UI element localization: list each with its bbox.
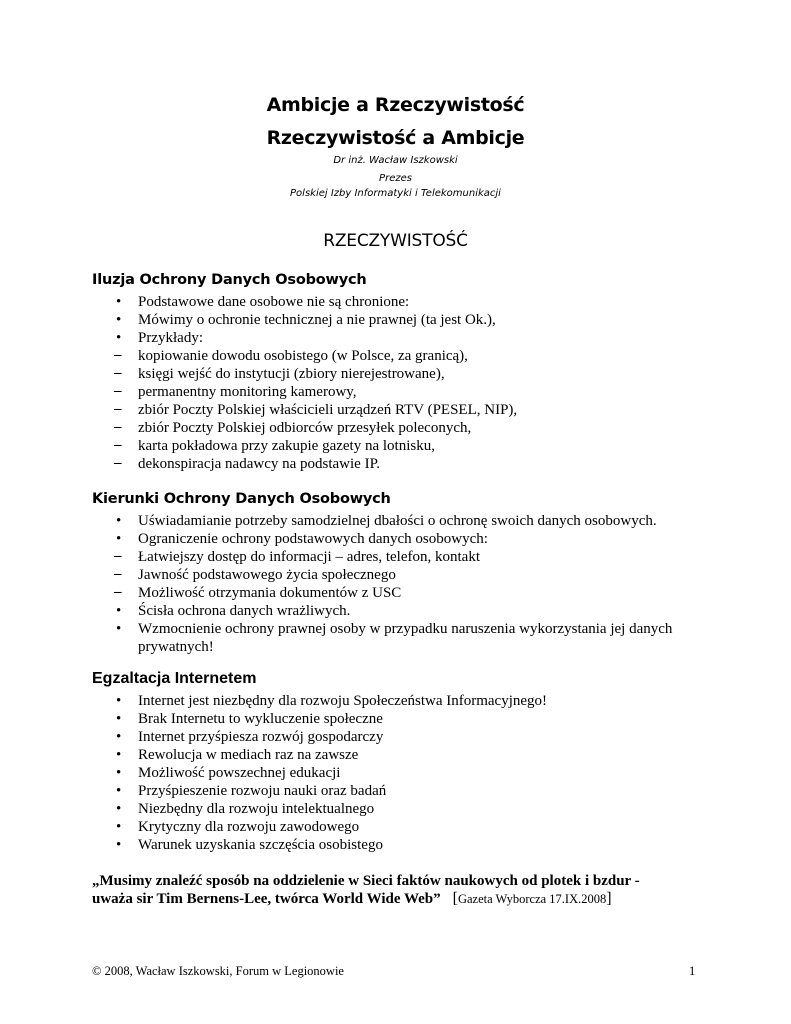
page-number: 1 xyxy=(689,964,696,978)
sub-list-item: – Możliwość otrzymania dokumentów z USC xyxy=(92,584,718,602)
sub-list-item: – zbiór Poczty Polskiej odbiorców przesyłek poleconych, xyxy=(92,419,718,437)
author-position: Prezes xyxy=(379,173,412,184)
list-item: • Rewolucja w mediach raz na zawsze xyxy=(138,746,718,764)
list-item: • Wzmocnienie ochrony prawnej osoby w przypadku naruszenia wykorzystania jej danych prywatnych! xyxy=(138,620,718,656)
list-item: • Internet jest niezbędny dla rozwoju Społeczeństwa Informacyjnego! xyxy=(138,692,718,710)
list-item: • Możliwość powszechnej edukacji xyxy=(138,764,718,782)
sub-list-item: – zbiór Poczty Polskiej właścicieli urządzeń RTV (PESEL, NIP), xyxy=(92,401,718,419)
section-heading-iluzja: Iluzja Ochrony Danych Osobowych xyxy=(92,272,367,288)
list-item: • Podstawowe dane osobowe nie są chronione: xyxy=(138,293,718,311)
sub-list-item: – permanentny monitoring kamerowy, xyxy=(92,383,718,401)
list-item xyxy=(138,329,718,473)
section-heading-kierunki: Kierunki Ochrony Danych Osobowych xyxy=(92,491,391,507)
footer-copyright: © 2008, Wacław Iszkowski, Forum w Legionowie xyxy=(92,964,344,978)
list-item: • Uświadamianie potrzeby samodzielnej dbałości o ochronę swoich danych osobowych. xyxy=(138,512,718,530)
list-item-label: Ograniczenie ochrony podstawowych danych osobowych: xyxy=(138,531,488,547)
list-item-label: Przykłady: xyxy=(138,330,203,346)
list-item xyxy=(138,530,718,602)
chapter-heading: RZECZYWISTOŚĆ xyxy=(323,231,468,251)
quote-source xyxy=(453,892,612,906)
list-item: • Mówimy o ochronie technicznej a nie prawnej (ta jest Ok.), xyxy=(138,311,718,329)
list-item: • Internet przyśpiesza rozwój gospodarczy xyxy=(138,728,718,746)
sub-list-item: – karta pokładowa przy zakupie gazety na lotnisku, xyxy=(92,437,718,455)
section3-list xyxy=(138,692,718,854)
section1-list xyxy=(138,293,718,473)
sub-list-item: – Jawność podstawowego życia społecznego xyxy=(92,566,718,584)
bracket-close: ] xyxy=(606,890,612,907)
quote-line-1: „Musimy znaleźć sposób na oddzielenie w Sieci faktów naukowych od plotek i bzdur - xyxy=(92,873,640,889)
list-item: • Warunek uzyskania szczęścia osobistego xyxy=(138,836,718,854)
list-item: • Niezbędny dla rozwoju intelektualnego xyxy=(138,800,718,818)
title-line-1: Ambicje a Rzeczywistość xyxy=(266,94,525,116)
section2-list xyxy=(138,512,718,656)
sub-list-item: – księgi wejść do instytucji (zbiory nierejestrowane), xyxy=(92,365,718,383)
title-line-2: Rzeczywistość a Ambicje xyxy=(266,127,525,149)
bracket-open: [ xyxy=(452,890,458,907)
sub-list-item: – dekonspiracja nadawcy na podstawie IP. xyxy=(92,455,718,473)
author-organization: Polskiej Izby Informatyki i Telekomunikacji xyxy=(290,188,501,199)
section-heading-egzaltacja: Egzaltacja Internetem xyxy=(92,670,257,687)
list-item: • Przyśpieszenie rozwoju nauki oraz badań xyxy=(138,782,718,800)
restrictions-sublist xyxy=(92,548,718,602)
quote-source-text: Gazeta Wyborcza 17.IX.2008 xyxy=(457,892,607,906)
list-item: • Ścisła ochrona danych wrażliwych. xyxy=(138,602,718,620)
sub-list-item: – Łatwiejszy dostęp do informacji – adres, telefon, kontakt xyxy=(92,548,718,566)
sub-list-item: – kopiowanie dowodu osobistego (w Polsce, za granicą), xyxy=(92,347,718,365)
list-item: • Krytyczny dla rozwoju zawodowego xyxy=(138,818,718,836)
quote-line-2: uważa sir Tim Bernens-Lee, twórca World Wide Web” xyxy=(92,891,441,907)
list-item: • Brak Internetu to wykluczenie społeczne xyxy=(138,710,718,728)
quote-line-2-wrapper xyxy=(92,890,692,908)
examples-sublist xyxy=(92,347,718,473)
closing-quote xyxy=(92,872,692,908)
author-name: Dr inż. Wacław Iszkowski xyxy=(333,155,458,166)
